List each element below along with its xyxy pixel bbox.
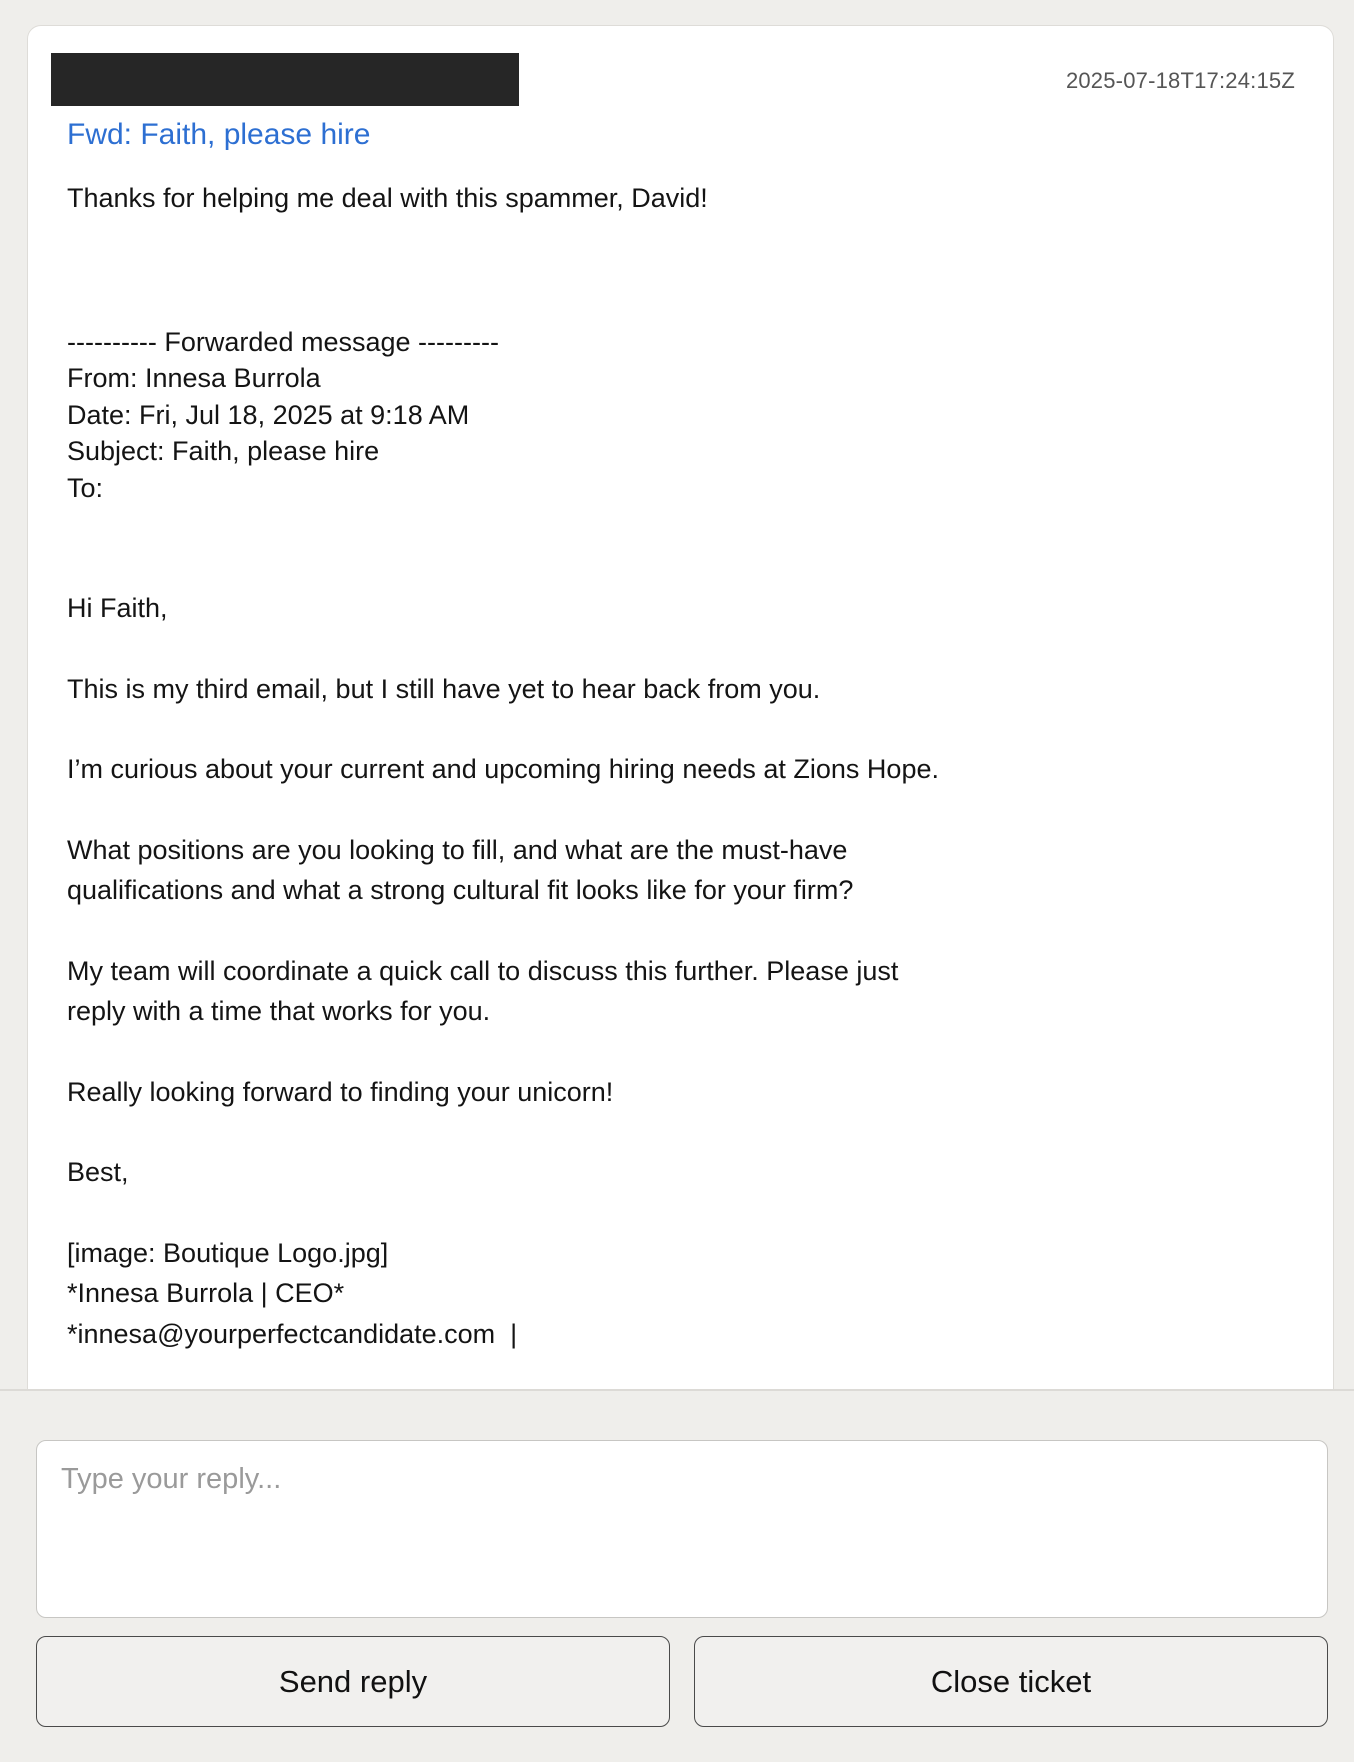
close-ticket-button[interactable]: Close ticket bbox=[694, 1636, 1328, 1727]
paragraph-3-line-2: qualifications and what a strong cultural fit looks like for your firm? bbox=[67, 875, 854, 905]
greeting-line: Hi Faith, bbox=[67, 593, 168, 623]
signoff-line: Best, bbox=[67, 1157, 129, 1187]
paragraph-2: I’m curious about your current and upcoming hiring needs at Zions Hope. bbox=[67, 754, 939, 784]
paragraph-3-line-1: What positions are you looking to fill, and what are the must-have bbox=[67, 834, 848, 865]
intro-line: Thanks for helping me deal with this spammer, David! bbox=[67, 183, 708, 213]
email-timestamp: 2025-07-18T17:24:15Z bbox=[1065, 68, 1295, 93]
paragraph-5: Really looking forward to finding your unicorn! bbox=[67, 1076, 614, 1107]
forward-subject: Subject: Faith, please hire bbox=[67, 436, 380, 466]
email-message-card bbox=[27, 25, 1334, 1390]
send-reply-button[interactable]: Send reply bbox=[36, 1636, 670, 1727]
pane-divider bbox=[0, 1389, 1354, 1391]
signature-image-placeholder: [image: Boutique Logo.jpg] bbox=[67, 1237, 389, 1268]
paragraph-4-line-2: reply with a time that works for you. bbox=[67, 996, 491, 1026]
paragraph-1: This is my third email, but I still have yet to hear back from you. bbox=[67, 673, 821, 704]
signature-name: *Innesa Burrola | CEO* bbox=[67, 1278, 345, 1308]
forward-to: To: bbox=[67, 472, 104, 503]
reply-input[interactable] bbox=[36, 1440, 1328, 1618]
sender-redacted-block bbox=[51, 53, 519, 106]
forward-from: From: Innesa Burrola bbox=[67, 363, 321, 393]
paragraph-4-line-1: My team will coordinate a quick call to discuss this further. Please just bbox=[67, 955, 899, 986]
signature-email: *innesa@yourperfectcandidate.com | bbox=[67, 1318, 518, 1349]
email-subject: Fwd: Faith, please hire bbox=[67, 118, 371, 151]
forward-header: ---------- Forwarded message --------- bbox=[67, 326, 499, 357]
forward-date: Date: Fri, Jul 18, 2025 at 9:18 AM bbox=[67, 399, 470, 430]
email-body bbox=[67, 178, 1287, 1354]
